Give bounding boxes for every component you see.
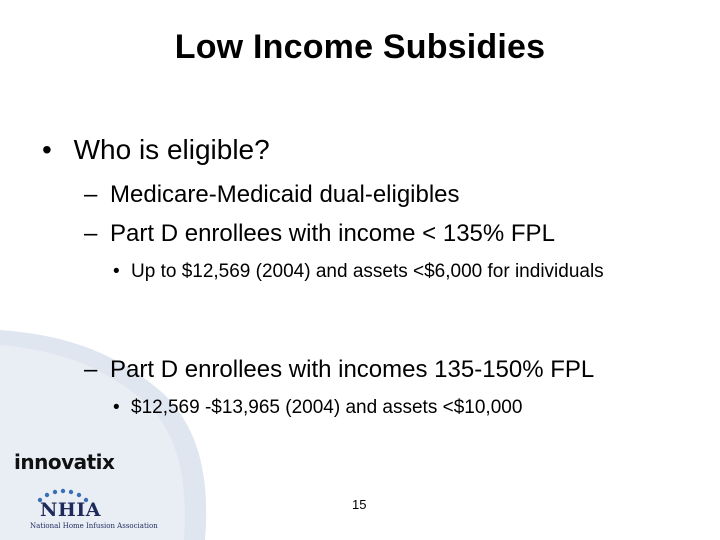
- bullet-level3: [113, 259, 633, 285]
- bullet-text: Up to $12,569 (2004) and assets <$6,000 for individuals: [131, 261, 604, 282]
- nhia-logo-text: NHIA: [40, 499, 101, 521]
- nhia-subtitle: National Home Infusion Association: [30, 522, 158, 530]
- bullet-text: $12,569 -$13,965 (2004) and assets <$10,000: [131, 397, 523, 418]
- bullet-text: Medicare-Medicaid dual-eligibles: [110, 181, 460, 208]
- bullet-level3: [113, 395, 673, 421]
- bullet-text: Part D enrollees with incomes 135-150% FPL: [110, 356, 595, 383]
- bullet-level2: [84, 181, 460, 209]
- slide-title: Low Income Subsidies: [174, 28, 546, 66]
- bullet-level2: [84, 356, 594, 384]
- bullet-level1: [42, 134, 270, 166]
- bullet-text: Part D enrollees with income < 135% FPL: [110, 220, 555, 247]
- bullet-text: Who is eligible?: [73, 134, 270, 165]
- bullet-marker: •: [42, 134, 52, 165]
- bullet-marker: –: [84, 181, 98, 208]
- bullet-marker: –: [84, 220, 98, 247]
- bullet-marker: •: [113, 397, 120, 418]
- bullet-marker: –: [84, 356, 98, 383]
- page-number: 15: [352, 497, 367, 512]
- innovatix-logo: innovatix: [14, 450, 115, 474]
- bullet-level2: [84, 220, 555, 248]
- bullet-marker: •: [113, 261, 120, 282]
